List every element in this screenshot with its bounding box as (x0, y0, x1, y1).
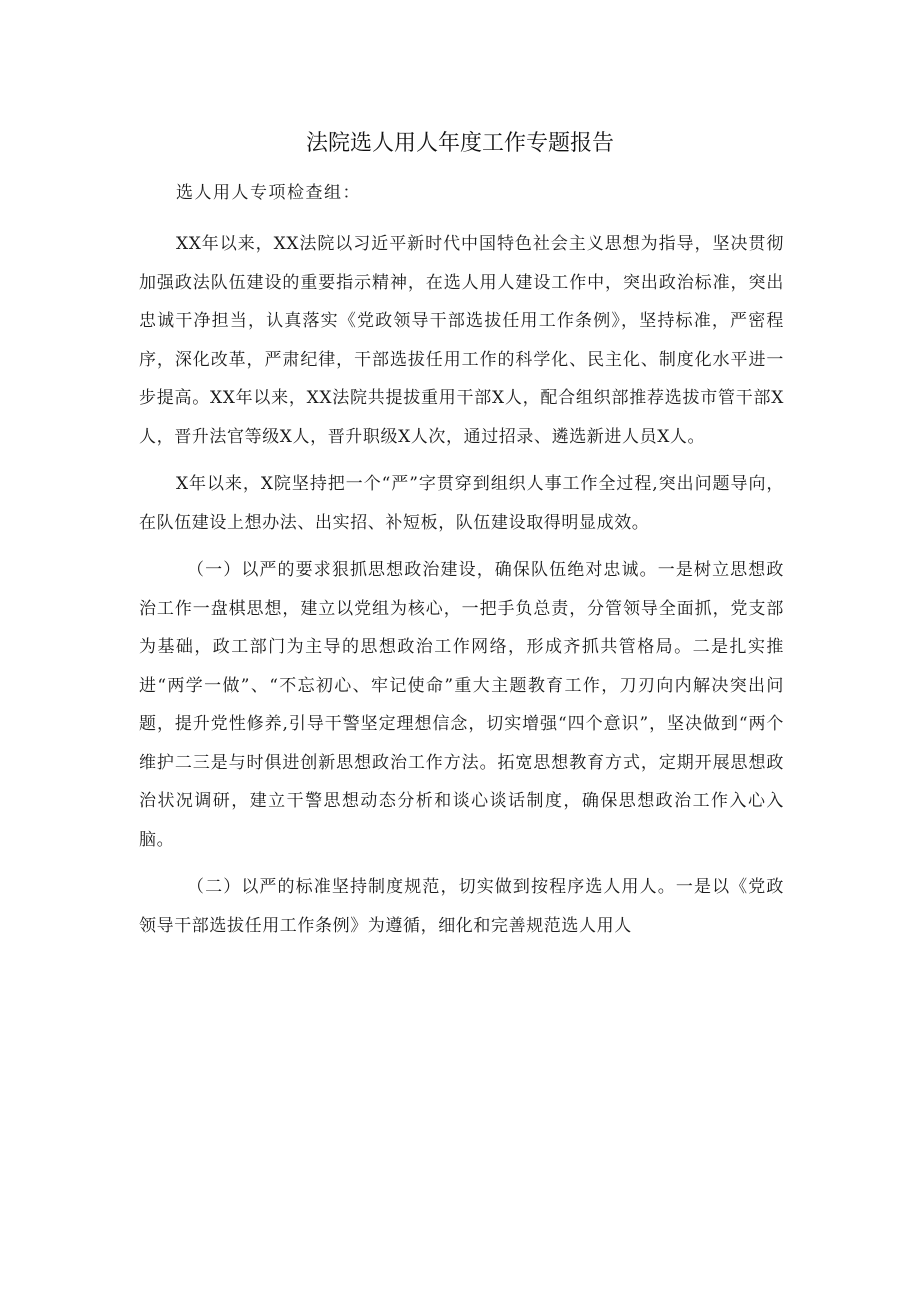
document-title: 法院选人用人年度工作专题报告 (305, 131, 614, 156)
paragraph-section-2: （二）以严的标准坚持制度规范，切实做到按程序选人用人。一是以《党政领导干部选拔任用工作条例》为遵循，细化和完善规范选人用人 (139, 877, 784, 936)
paragraph-overview: X年以来，X院坚持把一个“严”字贯穿到组织人事工作全过程,突出问题导向，在队伍建设上想办法、出实招、补短板，队伍建设取得明显成效。 (139, 474, 784, 533)
salutation: 选人用人专项检查组： (176, 183, 361, 203)
document-body (139, 225, 784, 954)
paragraph-section-1: （一）以严的要求狠抓思想政治建设，确保队伍绝对忠诚。一是树立思想政治工作一盘棋思想，建立以党组为核心，一把手负总责，分管领导全面抓，党支部为基础，政工部门为主导的思想政治工作网络，形成齐抓共管格局。二是扎实推进“两学一做”、“不忘初心、牢记使命”重大主题教育工作，刀刃向内解决突出问题，提升党性修养,引导干警坚定理想信念，切实增强“四个意识”，坚决做到“两个维护二三是与时俱进创新思想政治工作方法。拓宽思想教育方式，定期开展思想政治状况调研，建立干警思想动态分析和谈心谈话制度，确保思想政治工作入心入脑。 (139, 560, 784, 850)
paragraph-intro: XX年以来，XX法院以习近平新时代中国特色社会主义思想为指导，坚决贯彻加强政法队伍建设的重要指示精神，在选人用人建设工作中，突出政治标准，突出忠诚干净担当，认真落实《党政领导干部选拔任用工作条例》，坚持标准，严密程序，深化改革，严肃纪律，干部选拔任用工作的科学化、民主化、制度化水平进一步提高。XX年以来，XX法院共提拔重用干部X人，配合组织部推荐选拔市管干部X人，晋升法官等级X人，晋升职级X人次，通过招录、遴选新进人员X人。 (139, 234, 784, 447)
